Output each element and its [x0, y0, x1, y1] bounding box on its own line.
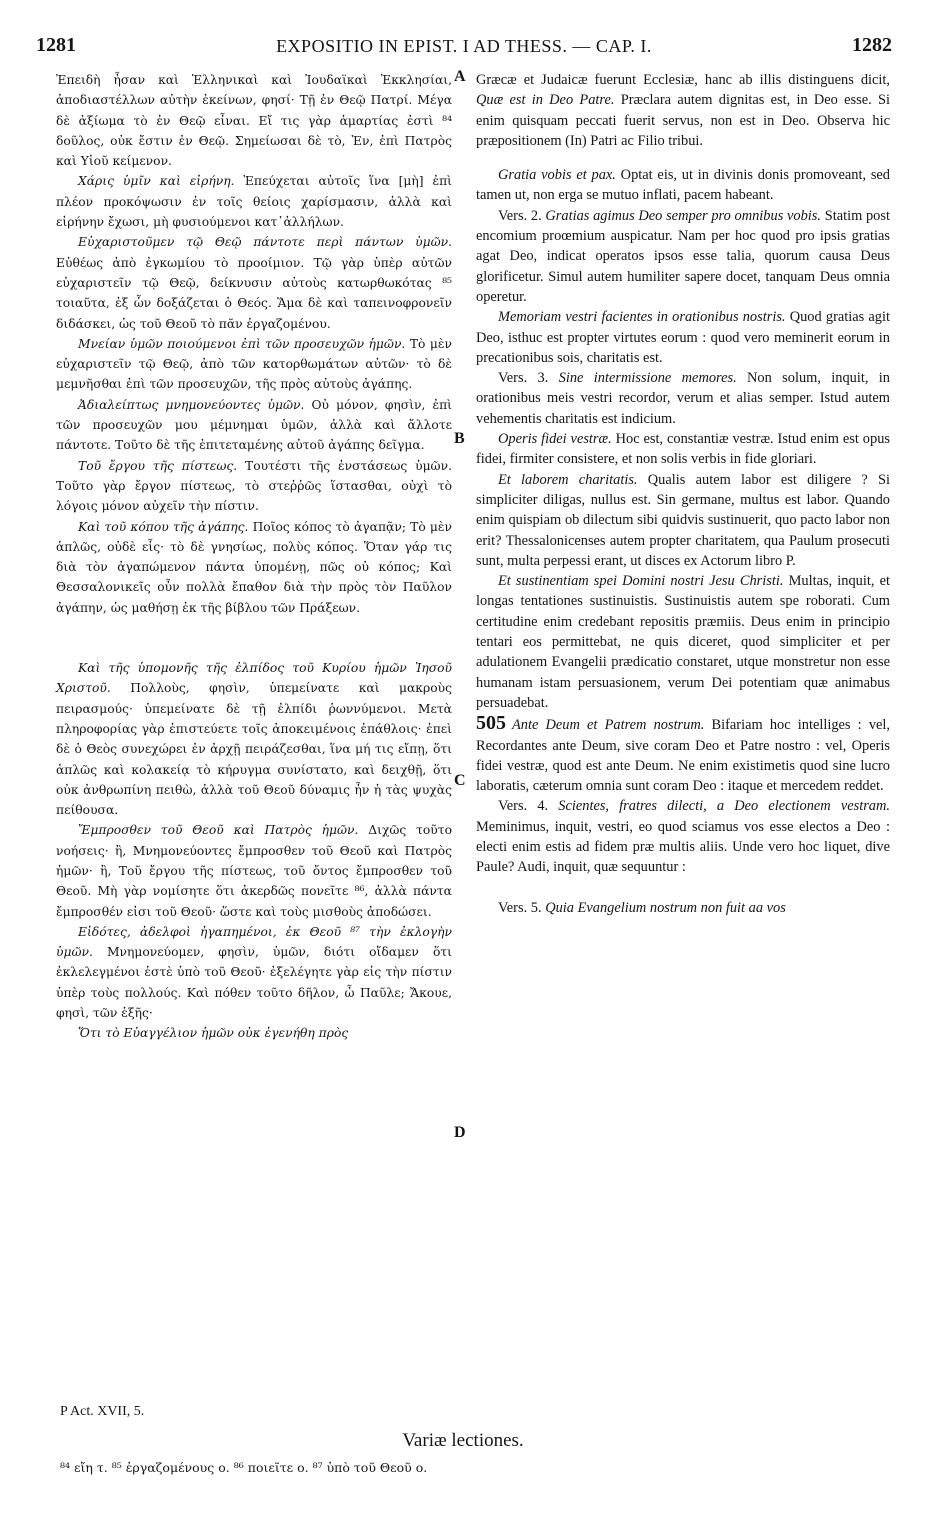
greek-lemma: Καὶ τῆς ὑπομονῆς τῆς ἐλπίδος τοῦ Κυρίου ἡμῶν Ἰησοῦ Χριστοῦ.: [56, 661, 452, 696]
latin-paragraph: [476, 571, 890, 713]
left-page-number: 1281: [36, 34, 76, 56]
latin-lemma: Operis fidei vestræ.: [498, 431, 612, 448]
latin-paragraph: [476, 796, 890, 877]
verse-label: Vers. 2.: [498, 207, 542, 224]
latin-lemma: Scientes, fratres dilecti, a Deo electionem vestram.: [558, 798, 890, 815]
latin-paragraph: [476, 165, 890, 206]
latin-lemma: Et sustinentiam spei Domini nostri Jesu Christi.: [498, 573, 784, 590]
greek-text: Οὐ μόνον, φησὶν, ἐπὶ τῶν προσευχῶν μου μέμνημαι ὑμῶν, ἀλλὰ καὶ ἄλλοτε πάντοτε. Τοῦτο δὲ τῆς ἐπιτεταμένης αὐτοῦ ἀγάπης δεῖγμα.: [56, 397, 452, 453]
margin-marker-b: B: [454, 430, 465, 447]
greek-text: Εὐθέως ἀπὸ ἐγκωμίου τὸ προοίμιον. Τῷ γὰρ ὑπὲρ αὐτῶν εὐχαριστεῖν τῷ Θεῷ, δείκνυσιν αὐτοὺς κατωρθωκότας ⁸⁵ τοιαῦτα, ἐξ ὧν δοξάζεται ὁ Θεός. Ἅμα δὲ καὶ ταπεινοφρονεῖν διδάσκει, ὡς τοῦ Θεοῦ τὸ πᾶν ἐργαζομένου.: [56, 255, 452, 331]
column-spacer: [476, 878, 890, 898]
variae-lectiones-text: ⁸⁴ εἴη τ. ⁸⁵ ἐργαζομένους ο. ⁸⁶ ποιεῖτε ο. ⁸⁷ ὑπὸ τοῦ Θεοῦ ο.: [60, 1460, 428, 1475]
latin-paragraph: [476, 307, 890, 368]
latin-paragraph: [476, 70, 890, 151]
verse-label: Vers. 3.: [498, 370, 549, 387]
latin-text: Quod gratias agit Deo, isthuc est propter virtutes eorum : quod vero meminerit eorum in precationibus sois, charitatis est.: [476, 309, 890, 366]
latin-lemma: Gratias agimus Deo semper pro omnibus vobis.: [545, 207, 821, 224]
latin-paragraph: [476, 898, 890, 918]
latin-lemma: Sine intermissione memores.: [558, 370, 737, 387]
page-header: [36, 34, 892, 64]
greek-paragraph: [56, 395, 452, 456]
greek-paragraph: [56, 456, 452, 517]
greek-text: Ποῖος κόπος τὸ ἀγαπᾷν; Τὸ μὲν ἁπλῶς, οὐδὲ εἷς· τὸ δὲ γνησίως, πολὺς κόπος. Ὅταν γάρ τις διὰ τὸν ἀγαπώμενον πάντα ὑπομένῃ, πῶς οὐ κόπος; Καὶ Θεσσαλονικεῖς οὖν πολλὰ ἔπαθον διὰ τὴν πρὸς τὸν Παῦλον ἀγάπην, ὡς μαθήσῃ ἐκ τῆς βίβλου τῶν Πράξεων.: [56, 519, 452, 615]
latin-lemma: Quæ est in Deo Patre.: [476, 92, 615, 109]
margin-marker-c: C: [454, 772, 466, 789]
latin-lemma: Ante Deum et Patrem nostrum.: [512, 717, 705, 734]
greek-text: Ἐπειδὴ ἦσαν καὶ Ἑλληνικαὶ καὶ Ἰουδαϊκαὶ Ἐκκλησίαι, ἀποδιαστέλλων αὐτὴν ἐκείνων, φησί· Τῇ ἐν Θεῷ Πατρί. Μέγα δὲ ἀξίωμα τὸ ἐν Θεῷ εἶναι. Εἴ τις γὰρ ἁμαρτίας ἐστὶ ⁸⁴ δοῦλος, οὐκ ἔστιν ἐν Θεῷ. Σημείωσαι δὲ τὸ, Ἐν, ἐπὶ Πατρὸς καὶ Υἱοῦ κείμενον.: [56, 73, 452, 169]
right-page-number: 1282: [852, 34, 892, 56]
greek-lemma: Μνείαν ὑμῶν ποιούμενοι ἐπὶ τῶν προσευχῶν ἡμῶν.: [78, 336, 406, 351]
latin-lemma: Et laborem charitatis.: [498, 471, 638, 488]
greek-lemma: Ἔμπροσθεν τοῦ Θεοῦ καὶ Πατρὸς ἡμῶν.: [78, 823, 359, 838]
greek-paragraph: [56, 517, 452, 618]
verse-label: Vers. 5.: [498, 899, 542, 916]
greek-text: Τὸ μὲν εὐχαριστεῖν τῷ Θεῷ, ἀπὸ τῶν κατορθωμάτων αὐτῶν· τὸ δὲ μεμνῆσθαι ἐπὶ τῶν προσευχῶν, τῆς πρὸς αὐτοὺς ἀγάπης.: [56, 336, 452, 392]
latin-text: Græcæ et Judaicæ fuerunt Ecclesiæ, hanc ab illis distinguens dicit,: [476, 72, 890, 88]
greek-paragraph: [56, 232, 452, 333]
greek-paragraph: [56, 922, 452, 1023]
latin-lemma: Quia Evangelium nostrum non fuit aa vos: [545, 899, 786, 916]
latin-text: Hoc est, constantiæ vestræ. Istud enim est opus fidei, firmiter consistere, et non solis verbis in fide gloriari.: [476, 431, 890, 468]
greek-text: Πολλοὺς, φησὶν, ὑπεμείνατε καὶ μακροὺς πειρασμούς· ὑπεμείνατε δὲ τῇ ἐλπίδι ῥωννύμενοι. Μετὰ πληροφορίας γὰρ ἐπιστεύετε τοῖς ἀποκειμένοις ἐπάθλοις· ἐπεὶ δὲ ὁ Θεὸς συνεχώρει ἐν ἀρχῇ πειράζεσθαι, ἵνα μή τις εἴπῃ, ὅτι ἁπλῶς καὶ κολακείᾳ τὸ κήρυγμα συνίστατο, καὶ δειχθῇ, ὅτι οὐκ ἀνθρωπίνη πειθὼ, ἀλλὰ τοῦ Θεοῦ δύναμις ἦν ἡ τὰς ψυχὰς πείθουσα.: [56, 681, 452, 818]
footnote: P Act. XVII, 5.: [60, 1404, 145, 1419]
latin-paragraph: [476, 206, 890, 307]
latin-paragraph: [476, 470, 890, 571]
greek-text: Μνημονεύομεν, φησὶν, ὑμῶν, διότι οἴδαμεν ὅτι ἐκλελεγμένοι ἐστὲ ὑπὸ τοῦ Θεοῦ· ἐξελέγητε γὰρ εἰς τὴν πίστιν ὑπὲρ τοὺς πολλούς. Καὶ πόθεν τοῦτο δῆλον, ὦ Παῦλε; Ἄκουε, φησὶ, τῶν ἑξῆς·: [56, 945, 452, 1021]
greek-lemma: Εἰδότες, ἀδελφοὶ ἠγαπημένοι, ἐκ Θεοῦ ⁸⁷ τὴν ἐκλογὴν ὑμῶν.: [56, 924, 452, 960]
greek-lemma: Ὅτι τὸ Εὐαγγέλιον ἡμῶν οὐκ ἐγενήθη πρὸς: [78, 1026, 349, 1041]
verse-label: Vers. 4.: [498, 798, 549, 815]
greek-lemma: Τοῦ ἔργου τῆς πίστεως.: [78, 458, 238, 473]
greek-column: [56, 70, 452, 1044]
latin-paragraph: [476, 368, 890, 429]
latin-text: Multas, inquit, et longas tentationes sustinuistis. Sustinuistis autem spe roborati. Cum certitudine enim credebant repositis præmiis. Deus enim in principio tentari eos permittebat, ne quis diceret, quod simpliciter et per adulationem Evangelii prædicatio constaret, utque monstretur non esse humanam istam persuasionem, verum Dei potentiam quæ animabus persuadebat.: [476, 573, 890, 711]
greek-paragraph: [56, 171, 452, 232]
margin-marker-a: A: [454, 68, 466, 85]
greek-text: Ἐπεύχεται αὐτοῖς ἵνα [μὴ] ἐπὶ πλέον προκόψωσιν ἐν τοῖς θείοις χαρίσμασιν, ἀλλὰ καὶ εἰρήνην ἔχωσι, μὴ φυσιούμενοι κατ᾽ἀλλήλων.: [56, 174, 452, 230]
column-spacer: [56, 618, 452, 658]
greek-paragraph: [56, 1023, 452, 1043]
greek-lemma: Χάρις ὑμῖν καὶ εἰρήνη.: [78, 174, 235, 189]
running-title: EXPOSITIO IN EPIST. I AD THESS. — CAP. I.: [276, 36, 652, 56]
latin-column: [476, 70, 890, 918]
latin-lemma: Gratia vobis et pax.: [498, 167, 616, 184]
latin-paragraph: [476, 713, 890, 796]
latin-text: Optat eis, ut in divinis donis promoveant, sed tamen ut, non erga se mutuo inflati, pacem habeant.: [476, 167, 891, 204]
latin-text: Præclara autem dignitas est, in Deo esse. Si enim quisquam peccati fuerit servus, non est in Deo. Observa hic præpositionem (In) Patri ac Filio tribui.: [476, 92, 890, 149]
greek-lemma: Ἀδιαλείπτως μνημονεύοντες ὑμῶν.: [78, 397, 305, 412]
variae-lectiones-title: Variæ lectiones.: [402, 1430, 524, 1451]
greek-paragraph: [56, 70, 452, 171]
greek-lemma: Καὶ τοῦ κόπου τῆς ἀγάπης.: [78, 519, 249, 534]
greek-paragraph: [56, 334, 452, 395]
latin-text: Non solum, inquit, in orationibus meis vestri recordor, verum et alias semper. Istud autem vehementis charitatis est indicium.: [476, 370, 890, 427]
margin-marker-d: D: [454, 1124, 466, 1141]
latin-text: Bifariam hoc intelliges : vel, Recordantes ante Deum, sive coram Deo et Patre nostro : vel, Operis fidei vestræ, quod est ante Deum. Ne enim existimetis quod sine lucro laboratis, cæterum omnia sunt coram Deo : itaque et mercedem reddet.: [476, 717, 890, 795]
latin-paragraph: [476, 429, 890, 470]
column-spacer: [476, 151, 890, 165]
latin-text: Statim post encomium proœmium auspicatur. Nam per hoc quod pro ipsis gratias agat Deo, indicat operatos ipsos esse talia, quorum causa Deus glorificetur. Simul autem humiliter sapere docet, tanquam Deus omnia operetur.: [476, 207, 890, 305]
latin-text: Meminimus, inquit, vestri, eo quod sciamus vos esse electos a Deo : electi enim estis ad fidem præ multis aliis. Unde vero hoc liquet, dive Paule? Audi, inquit, quæ sequuntur :: [476, 818, 890, 876]
greek-text: Διχῶς τοῦτο νοήσεις· ἢ, Μνημονεύοντες ἔμπροσθεν τοῦ Θεοῦ καὶ Πατρὸς ἡμῶν· ἢ, Τοῦ ἔργου τῆς πίστεως, τοῦ ὄντος ἔμπροσθεν τοῦ Θεοῦ. Μὴ γὰρ νομίσητε ὅτι ἀκερδῶς πονεῖτε ⁸⁶, ἀλλὰ πάντα ἔμπροσθέν εἰσι τοῦ Θεοῦ· ὥστε καὶ τοὺς μισθοὺς ἀποδώσει.: [56, 823, 452, 919]
latin-text: Qualis autem labor est diligere ? Si simpliciter diligas, nullus est. Sin germane, multus est labor. Quando enim quispiam ob dilectum sibi quidvis sustinuerit, quo pacto labor non erit? Thessalonicenses autem propter charitatem, qua Paulum prosecuti sunt, multa perpessi erant, ut disces ex Actorum libro P.: [476, 471, 890, 569]
greek-paragraph: [56, 658, 452, 820]
column-number: 505: [476, 712, 506, 735]
greek-text: Τουτέστι τῆς ἐνστάσεως ὑμῶν. Τοῦτο γὰρ ἔργον πίστεως, τὸ στεῤῥῶς ἵστασθαι, οὐχὶ τὸ λόγοις μόνον αὐχεῖν τὴν πίστιν.: [56, 458, 452, 514]
greek-lemma: Εὐχαριστοῦμεν τῷ Θεῷ πάντοτε περὶ πάντων ὑμῶν.: [78, 235, 452, 250]
greek-paragraph: [56, 820, 452, 921]
latin-lemma: Memoriam vestri facientes in orationibus nostris.: [498, 309, 786, 326]
